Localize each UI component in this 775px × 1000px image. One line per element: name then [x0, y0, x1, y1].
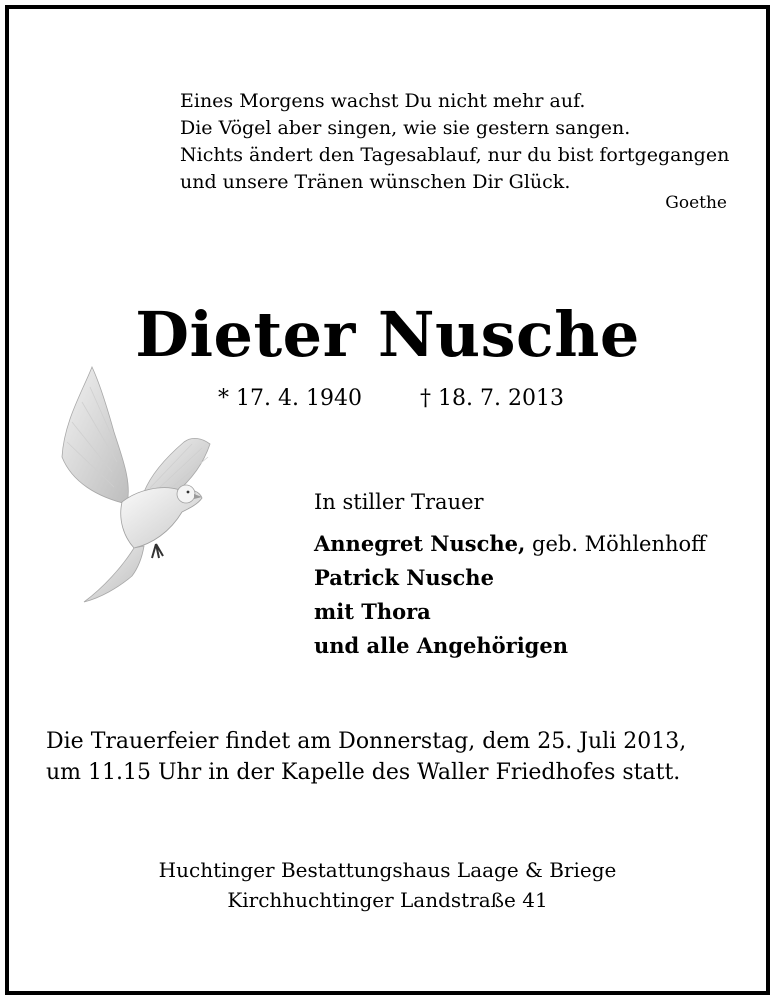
service-line: um 11.15 Uhr in der Kapelle des Waller Friedhofes statt.: [46, 760, 681, 785]
service-info: [46, 726, 686, 788]
poem: [180, 88, 729, 196]
poem-line: und unsere Tränen wünschen Dir Glück.: [180, 171, 571, 193]
mourner-line: und alle Angehörigen: [314, 633, 568, 658]
undertaker-address: Kirchhuchtinger Landstraße 41: [227, 888, 548, 912]
poem-line: Die Vögel aber singen, wie sie gestern sangen.: [180, 117, 631, 139]
mourners-block: [314, 485, 706, 663]
poem-line: Eines Morgens wachst Du nicht mehr auf.: [180, 90, 586, 112]
undertaker-info: [0, 855, 775, 915]
mourner-line: Patrick Nusche: [314, 565, 494, 590]
undertaker-name: Huchtinger Bestattungshaus Laage & Briege: [158, 858, 617, 882]
mourner-line: [314, 527, 706, 561]
service-line: Die Trauerfeier findet am Donnerstag, dem 25. Juli 2013,: [46, 729, 687, 754]
deceased-name: Dieter Nusche: [135, 298, 640, 371]
mourner-line: mit Thora: [314, 599, 431, 624]
mourning-intro: In stiller Trauer: [314, 490, 484, 514]
poem-author: Goethe: [665, 193, 727, 213]
mourner-maiden-name: geb. Möhlenhoff: [525, 532, 707, 556]
mourner-name: Annegret Nusche,: [314, 531, 526, 556]
poem-line: Nichts ändert den Tagesablauf, nur du bist fortgegangen: [180, 144, 730, 166]
dove-icon: [52, 362, 232, 612]
birth-date: * 17. 4. 1940: [218, 386, 362, 411]
death-date: † 18. 7. 2013: [420, 386, 564, 411]
